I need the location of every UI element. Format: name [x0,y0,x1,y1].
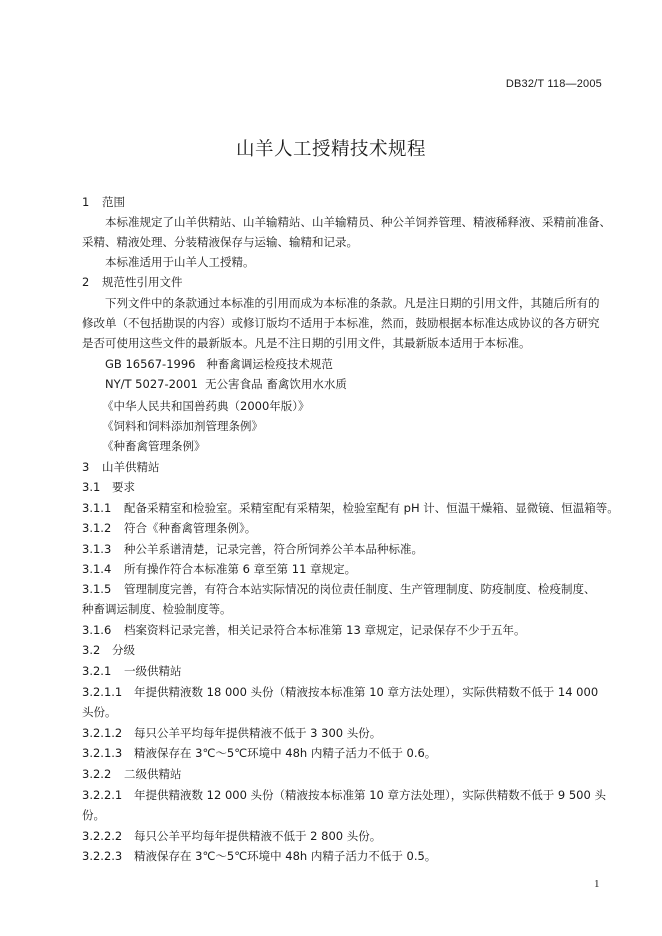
standard-code: DB32/T 118—2005 [505,78,602,90]
section-2-paragraph-line: 修改单（不包括勘误的内容）或修订版均不适用于本标准，然而，鼓励根据本标准达成协议的各方研究 [82,316,600,330]
reference-item: 《饲料和饲料添加剂管理条例》 [102,419,263,433]
section-1-paragraph-line: 本标准规定了山羊供精站、山羊输精站、山羊输精员、种公羊饲养管理、精液稀释液、采精前准备、 [105,215,611,229]
clause-continuation: 份。 [82,808,105,822]
clause: 3.2.2.2 每只公羊平均每年提供精液不低于 2 800 头份。 [82,829,382,843]
reference-item: 《种畜禽管理条例》 [102,439,206,453]
reference-item: NY/T 5027-2001 无公害食品 畜禽饮用水水质 [105,377,347,391]
clause-heading: 3.2.1 一级供精站 [82,664,182,678]
section-2-paragraph-line: 下列文件中的条款通过本标准的引用而成为本标准的条款。凡是注日期的引用文件，其随后所有的 [105,296,600,310]
clause: 3.2.1.2 每只公羊平均每年提供精液不低于 3 300 头份。 [82,726,382,740]
section-2-paragraph-line: 是否可使用这些文件的最新版本。凡是不注日期的引用文件，其最新版本适用于本标准。 [82,336,531,350]
clause-continuation: 头份。 [82,705,117,719]
clause-heading: 3.2 分级 [82,643,135,657]
section-1-scope-line: 本标准适用于山羊人工授精。 [105,255,255,269]
clause: 3.2.1.1 年提供精液数 18 000 头份（精液按本标准第 10 章方法处理），实际供精数不低于 14 000 [82,685,599,699]
reference-item: GB 16567-1996 种畜禽调运检疫技术规范 [105,357,333,371]
page-number: 1 [594,878,600,890]
section-3-heading: 3 山羊供精站 [82,460,160,474]
clause-heading: 3.1 要求 [82,480,135,494]
clause: 3.1.4 所有操作符合本标准第 6 章至第 11 章规定。 [82,562,357,576]
section-1-heading: 1 范围 [82,195,125,209]
clause: 3.2.2.3 精液保存在 3℃～5℃环境中 48h 内精子活力不低于 0.5。 [82,849,437,863]
reference-item: 《中华人民共和国兽药典（2000年版）》 [102,399,310,413]
clause: 3.2.1.3 精液保存在 3℃～5℃环境中 48h 内精子活力不低于 0.6。 [82,746,437,760]
clause-heading: 3.2.2 二级供精站 [82,767,182,781]
section-2-heading: 2 规范性引用文件 [82,275,183,289]
section-1-paragraph-line: 采精、精液处理、分装精液保存与运输、输精和记录。 [82,235,358,249]
clause-continuation: 种畜调运制度、检验制度等。 [82,602,232,616]
clause: 3.2.2.1 年提供精液数 12 000 头份（精液按本标准第 10 章方法处理），实际供精数不低于 9 500 头 [82,788,606,802]
clause: 3.1.2 符合《种畜禽管理条例》。 [82,521,257,535]
document-title: 山羊人工授精技术规程 [235,139,426,160]
clause: 3.1.6 档案资料记录完善，相关记录符合本标准第 13 章规定，记录保存不少于五年。 [82,623,526,637]
clause: 3.1.3 种公羊系谱清楚，记录完善，符合所饲养公羊本品种标准。 [82,542,423,556]
clause: 3.1.1 配备采精室和检验室。采精室配有采精架，检验室配有 pH 计、恒温干燥箱、显微镜、恒温箱等。 [82,501,619,515]
clause: 3.1.5 管理制度完善，有符合本站实际情况的岗位责任制度、生产管理制度、防疫制度、检疫制度、 [82,582,596,596]
